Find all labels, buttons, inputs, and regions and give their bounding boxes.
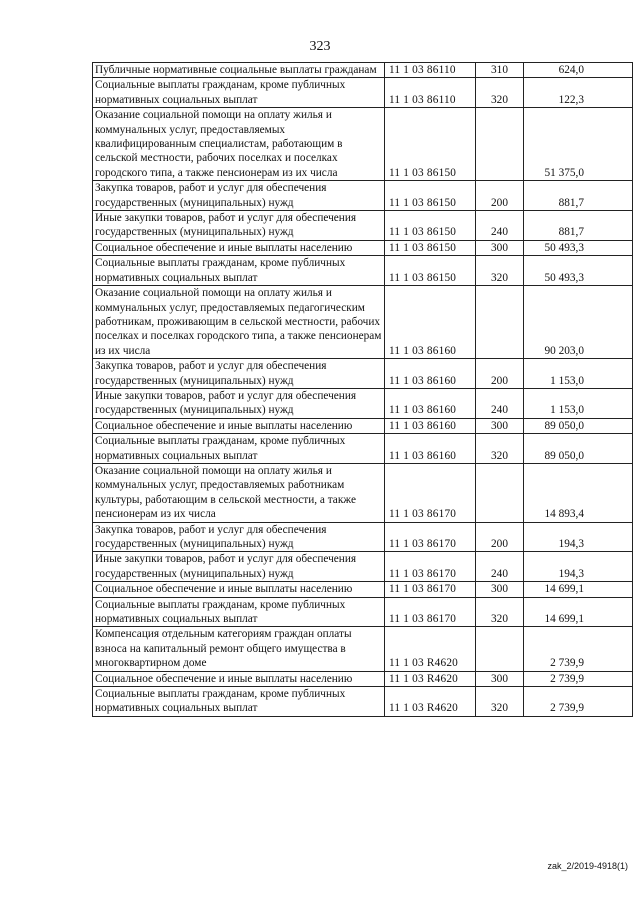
row-amount-cell: 14 893,4 — [524, 463, 633, 522]
row-vr-cell: 320 — [476, 434, 524, 464]
row-vr-cell — [476, 463, 524, 522]
row-vr-cell — [476, 627, 524, 671]
row-amount-cell: 89 050,0 — [524, 434, 633, 464]
row-code-cell: 11 1 03 86160 — [385, 434, 476, 464]
row-vr-cell: 300 — [476, 240, 524, 255]
row-code-cell: 11 1 03 86150 — [385, 211, 476, 241]
row-amount-cell: 50 493,3 — [524, 240, 633, 255]
table-row — [93, 552, 633, 582]
row-code-cell: 11 1 03 86170 — [385, 522, 476, 552]
row-name-cell: Социальное обеспечение и иные выплаты населению — [93, 240, 385, 255]
row-amount-cell: 122,3 — [524, 78, 633, 108]
table-row — [93, 522, 633, 552]
row-amount-cell: 1 153,0 — [524, 388, 633, 418]
row-amount-cell: 2 739,9 — [524, 627, 633, 671]
row-amount-cell: 1 153,0 — [524, 359, 633, 389]
page-number: 323 — [309, 39, 331, 54]
table-row — [93, 181, 633, 211]
row-code-cell: 11 1 03 86160 — [385, 359, 476, 389]
row-name-cell: Закупка товаров, работ и услуг для обеспечения государственных (муниципальных) нужд — [93, 181, 385, 211]
table-row — [93, 671, 633, 686]
row-amount-cell: 194,3 — [524, 552, 633, 582]
table-row — [93, 388, 633, 418]
table-row — [93, 108, 633, 181]
row-vr-cell: 200 — [476, 181, 524, 211]
row-code-cell: 11 1 03 R4620 — [385, 687, 476, 717]
row-vr-cell: 240 — [476, 388, 524, 418]
row-name-cell: Иные закупки товаров, работ и услуг для обеспечения государственных (муниципальных) нужд — [93, 388, 385, 418]
row-code-cell: 11 1 03 86170 — [385, 463, 476, 522]
row-code-cell: 11 1 03 R4620 — [385, 671, 476, 686]
row-name-cell: Оказание социальной помощи на оплату жилья и коммунальных услуг, предоставляемых работникам культуры, работающим в сельской местности, а также пенсионерам из их числа — [93, 463, 385, 522]
row-vr-cell: 320 — [476, 597, 524, 627]
row-amount-cell: 50 493,3 — [524, 256, 633, 286]
row-name-cell: Закупка товаров, работ и услуг для обеспечения государственных (муниципальных) нужд — [93, 359, 385, 389]
row-name-cell: Социальное обеспечение и иные выплаты населению — [93, 418, 385, 433]
row-amount-cell: 14 699,1 — [524, 582, 633, 597]
row-amount-cell: 194,3 — [524, 522, 633, 552]
row-amount-cell: 14 699,1 — [524, 597, 633, 627]
row-name-cell: Социальные выплаты гражданам, кроме публичных нормативных социальных выплат — [93, 687, 385, 717]
row-code-cell: 11 1 03 86170 — [385, 582, 476, 597]
row-code-cell: 11 1 03 86150 — [385, 240, 476, 255]
table-row — [93, 240, 633, 255]
row-vr-cell — [476, 108, 524, 181]
row-vr-cell: 300 — [476, 671, 524, 686]
table-row — [93, 359, 633, 389]
row-code-cell: 11 1 03 86150 — [385, 256, 476, 286]
table-row — [93, 627, 633, 671]
table-row — [93, 597, 633, 627]
table-row — [93, 78, 633, 108]
row-code-cell: 11 1 03 86170 — [385, 597, 476, 627]
row-code-cell: 11 1 03 86150 — [385, 108, 476, 181]
row-name-cell: Социальные выплаты гражданам, кроме публичных нормативных социальных выплат — [93, 256, 385, 286]
row-code-cell: 11 1 03 86170 — [385, 552, 476, 582]
row-vr-cell: 200 — [476, 359, 524, 389]
row-code-cell: 11 1 03 86110 — [385, 63, 476, 78]
table-row — [93, 63, 633, 78]
row-name-cell: Оказание социальной помощи на оплату жилья и коммунальных услуг, предоставляемых квалифицированным специалистам, работающим в сельской местности, рабочих поселках и поселках городского типа, а также пенсионерам из их числа — [93, 108, 385, 181]
table-row — [93, 582, 633, 597]
row-code-cell: 11 1 03 86150 — [385, 181, 476, 211]
row-amount-cell: 51 375,0 — [524, 108, 633, 181]
table-row — [93, 463, 633, 522]
row-amount-cell: 2 739,9 — [524, 671, 633, 686]
row-vr-cell: 310 — [476, 63, 524, 78]
row-vr-cell: 320 — [476, 256, 524, 286]
row-code-cell: 11 1 03 86110 — [385, 78, 476, 108]
row-name-cell: Оказание социальной помощи на оплату жилья и коммунальных услуг, предоставляемых педагогическим работникам, проживающим в сельской местности, рабочих поселках и поселках городского типа, а также пенсионерам из их числа — [93, 286, 385, 359]
row-vr-cell: 200 — [476, 522, 524, 552]
row-name-cell: Закупка товаров, работ и услуг для обеспечения государственных (муниципальных) нужд — [93, 522, 385, 552]
row-vr-cell: 240 — [476, 211, 524, 241]
row-vr-cell: 240 — [476, 552, 524, 582]
row-amount-cell: 624,0 — [524, 63, 633, 78]
row-name-cell: Иные закупки товаров, работ и услуг для обеспечения государственных (муниципальных) нужд — [93, 552, 385, 582]
table-row — [93, 434, 633, 464]
table-row — [93, 256, 633, 286]
row-code-cell: 11 1 03 R4620 — [385, 627, 476, 671]
row-amount-cell: 2 739,9 — [524, 687, 633, 717]
budget-table-body — [93, 63, 633, 717]
row-code-cell: 11 1 03 86160 — [385, 418, 476, 433]
table-row — [93, 418, 633, 433]
row-amount-cell: 89 050,0 — [524, 418, 633, 433]
row-code-cell: 11 1 03 86160 — [385, 388, 476, 418]
budget-table — [92, 62, 633, 717]
row-name-cell: Социальное обеспечение и иные выплаты населению — [93, 671, 385, 686]
row-amount-cell: 90 203,0 — [524, 286, 633, 359]
row-name-cell: Публичные нормативные социальные выплаты гражданам — [93, 63, 385, 78]
table-row — [93, 211, 633, 241]
row-vr-cell: 320 — [476, 687, 524, 717]
row-name-cell: Социальные выплаты гражданам, кроме публичных нормативных социальных выплат — [93, 434, 385, 464]
row-vr-cell — [476, 286, 524, 359]
row-name-cell: Компенсация отдельным категориям граждан оплаты взноса на капитальный ремонт общего имущества в многоквартирном доме — [93, 627, 385, 671]
row-code-cell: 11 1 03 86160 — [385, 286, 476, 359]
row-vr-cell: 300 — [476, 582, 524, 597]
row-name-cell: Социальные выплаты гражданам, кроме публичных нормативных социальных выплат — [93, 78, 385, 108]
table-row — [93, 286, 633, 359]
row-vr-cell: 320 — [476, 78, 524, 108]
row-name-cell: Иные закупки товаров, работ и услуг для обеспечения государственных (муниципальных) нужд — [93, 211, 385, 241]
row-name-cell: Социальные выплаты гражданам, кроме публичных нормативных социальных выплат — [93, 597, 385, 627]
row-amount-cell: 881,7 — [524, 181, 633, 211]
row-name-cell: Социальное обеспечение и иные выплаты населению — [93, 582, 385, 597]
document-code: zak_2/2019-4918(1) — [547, 861, 628, 871]
table-row — [93, 687, 633, 717]
row-vr-cell: 300 — [476, 418, 524, 433]
row-amount-cell: 881,7 — [524, 211, 633, 241]
